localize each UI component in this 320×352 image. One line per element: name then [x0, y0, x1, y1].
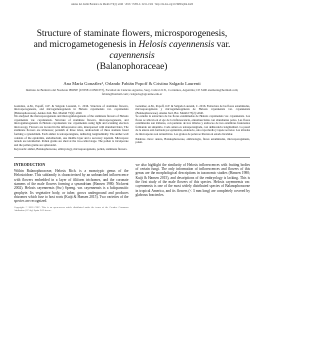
abstract-english [14, 105, 129, 152]
journal-header: Anales del Jardín Botánico de Madrid 73(2): e040 · 2016 · ISSN-L: 0211-1322 · http://dx.doi.org/10.3989/ajbm.2420 [70, 3, 194, 6]
abstracts [14, 105, 250, 152]
variety-name: cayennensis [109, 51, 155, 61]
abstract-spanish [136, 105, 251, 152]
abstract-es-keywords: Palabras clave: antera, Balanophoraceae, embriología, flores estaminadas, microsporogénesis, polen. [135, 136, 250, 145]
authors: Ana María González¹, Orlando Fabián Popoff & Cristina Salgado Laurenti [63, 81, 201, 86]
paper-title [14, 29, 250, 73]
title-text: and microgametogenesis in [33, 40, 139, 50]
abstract-en-reference: González, A.M., Popoff, O.F. & Salgado Laurenti, C. 2016. Structure of staminate flowers, microsporogenesis, and microgametogenesis in Helosis cayennensis var. cayennensis (Balanophoraceae). Anales Jard. Bot. Madrid 73(2): e040. [14, 103, 129, 115]
abstract-en-text: We analyzed the microsporogenesis and microgametogenesis of the staminate flowers of Helosis cayennensis var. cayennensis. Structure of staminate flowers, microsporogenesis, and microgametogenesis in Helosis cayennensis var. cayennensis using light and scanning electron microscopy. Flowers are located in the inflorescence axis, interspersed with abundant hairs. The staminate flowers are trimerous; perianth of three lobes, androecium of three stamens fused forming a synandrium. Each anther is tetrasporangiate, dehiscing longitudinally. The anther wall consists of the epidermis, endothecium, one middle layer and a secretory tapetum. Microspore tetrads are tetrahedral. Pollen grains are shed at the two-celled stage. The pollen is tricolporate and the pollen grains are spheroidal. [14, 114, 129, 147]
section-divider [14, 157, 250, 158]
abstract-es-text: Se estudia la estructura de las flores estaminadas de Helosis cayennensis var. cayennensis. Las flores se ubican en el eje de la inflorescencia, entremezcladas con abundantes pelos. Las flores estaminadas son trímeras, con perianto de tres lóbulos y androceo de tres estambres fusionados formando un sinandrio. Cada antera es tetrasporangiada, con dehiscencia longitudinal. La pared de la antera está formada por epidermis, endotecio, una capa media y tapete secretor. Las tétradas de microsporas son tetraédricas. Los granos de polen se liberan en estado bicelular. [135, 114, 250, 136]
title-line-3: (Balanophoraceae) [96, 62, 168, 72]
title-line-1: Structure of staminate flowers, microsporogenesis, [36, 29, 228, 39]
affiliation: Instituto de Botánica del Nordeste IBONE (UNNE-CONICET), Facultad de Ciencias Agrarias, Sarg. Cabral 2131, Corrientes, Argentina; CP 3400 anamaria@hotmail.com; fabian@hotmail.com; csalgado@agr.unne.edu.ar [25, 88, 239, 96]
intro-heading: INTRODUCTION [14, 162, 46, 167]
intro-text-1: Within Balanophoraceae, Helosis Rich. is a monotypic genus of the Helosioideae. This subfamily is characterized by an unbranched inflorescence with flowers embedded in a layer of filiform trichomes, and the coronate stamens of the male flowers forming a synandrium (Hansen 1980; Nickrent 2002). Helosis cayennensis (Sw.) Spreng. var. cayennensis is a holoparasitic geophyte. Its vegetative body, or tuber, grows underground and produces rhizomes which fuse to host roots (Kuijt & Hansen 2015). Two varieties of the species are recognized. [14, 169, 129, 204]
title-text: var. [214, 40, 231, 50]
intro-column-2 [136, 163, 251, 212]
intro-column-1 [14, 163, 129, 212]
title-line-2 [14, 40, 250, 62]
abstract-es-reference: González, A.M., Popoff, O.F. & Salgado Laurenti, C. 2016. Estructura de las flores estaminadas, microsporogénesis y microgametogénesis de Helosis cayennensis var. cayennensis (Balanophoraceae). Anales Jard. Bot. Madrid 73(2): e040. [135, 103, 250, 115]
species-name: Helosis cayennensis [138, 40, 215, 50]
copyright-footnote: Copyright: © 2016 CSIC. This is an open-access article distributed under the terms of the Creative Commons Attribution (CC-by) Spain 3.0 License. [14, 205, 129, 212]
introduction [14, 163, 250, 212]
intro-text-2: we also highlight the similarity of Helosis inflorescences with fruiting bodies of certain fungi. The only information of inflorescences and flowers of this genus are the morphological descriptions in taxonomic studies (Hansen 1980; Kuijt & Hansen 2015), and descriptions of the embryology is lacking. This is the first study of the male flowers of this species. Helosis cayennensis var. cayennensis is one of the most widely distributed species of Balanophoraceae in tropical America, and its flowers (< 3 mm long) are completely covered by glabrous bracteoles. [135, 162, 250, 198]
abstract-en-keywords: Keywords: anther, Balanophoraceae, embryology, microsporogenesis, pollen, staminate flowers. [14, 147, 128, 152]
